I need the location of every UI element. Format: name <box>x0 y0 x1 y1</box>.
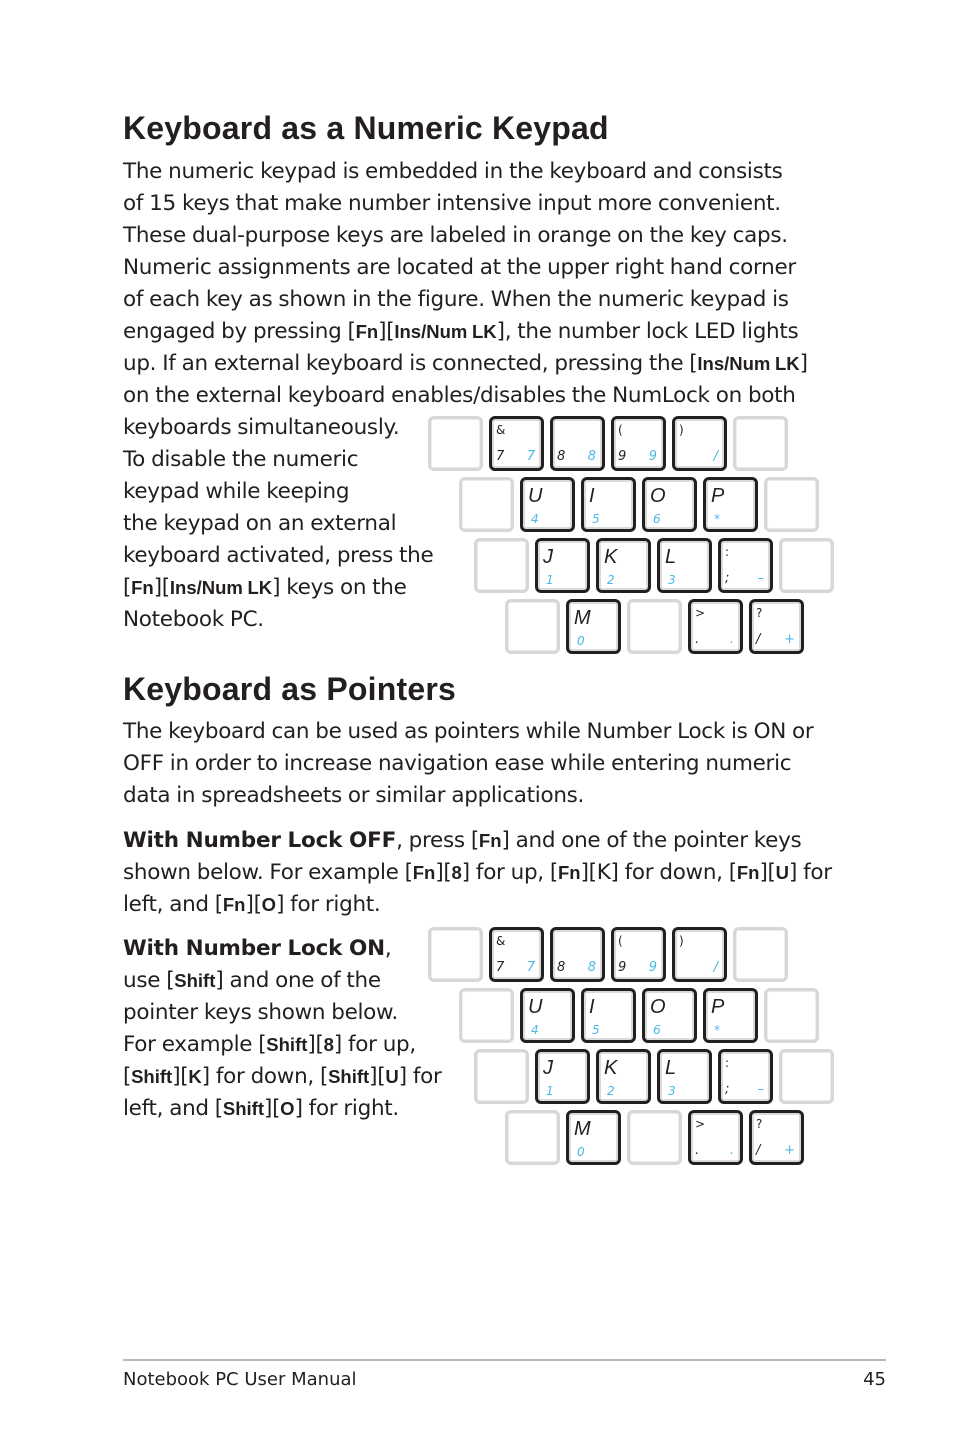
text-line <box>123 1061 442 1093</box>
key-numeric-label: 9 <box>648 449 657 464</box>
keypad-key <box>611 416 666 471</box>
keypad-key <box>749 1110 804 1165</box>
key-name: Shift <box>174 970 216 991</box>
text: ] for up, <box>333 1032 416 1057</box>
key-name: 8 <box>323 1034 334 1055</box>
keypad-key <box>657 1049 712 1104</box>
blank-key <box>505 1110 560 1165</box>
key-main-label: . <box>695 632 700 647</box>
text-line: on the external keyboard enables/disables the NumLock on both <box>123 383 796 408</box>
key-name: U <box>775 862 789 883</box>
keypad-key <box>688 599 743 654</box>
key-shift-label: ) <box>679 934 684 948</box>
key-name: Fn <box>557 862 581 883</box>
text: use [ <box>123 968 175 993</box>
text-line: keyboard activated, press the <box>123 543 434 568</box>
text-line: The keyboard can be used as pointers while Number Lock is ON or <box>123 719 814 744</box>
key-main-label: L <box>665 546 677 568</box>
key-main-label: 9 <box>618 960 627 975</box>
key-main-label: . <box>695 1143 700 1158</box>
page-number: 45 <box>863 1369 886 1390</box>
keypad-key <box>672 416 727 471</box>
key-name: Fn <box>355 321 379 342</box>
heading-numeric-keypad: Keyboard as a Numeric Keypad <box>123 110 609 146</box>
key-shift-label: : <box>725 545 730 559</box>
key-name: Ins/Num LK <box>169 577 273 598</box>
subheading: With Number Lock OFF <box>123 828 397 853</box>
key-numeric-label: 8 <box>587 960 596 975</box>
text: shown below. For example [ <box>123 860 413 885</box>
text-line: The numeric keypad is embedded in the keyboard and consists <box>123 159 783 184</box>
keypad-key <box>703 477 758 532</box>
text: up. If an external keyboard is connected, pressing the [ <box>123 351 698 376</box>
key-main-label: P <box>711 485 725 507</box>
text: ] keys on the <box>272 575 407 600</box>
text: [ <box>123 1064 132 1089</box>
keypad-key <box>520 988 575 1043</box>
key-shift-label: : <box>725 1056 730 1070</box>
key-numeric-label: 3 <box>668 1084 676 1098</box>
text: ][ <box>378 319 395 344</box>
text-line <box>123 1093 442 1125</box>
blank-key <box>474 1049 529 1104</box>
key-main-label: M <box>574 607 591 629</box>
key-main-label: / <box>756 632 761 647</box>
blank-key <box>627 1110 682 1165</box>
key-numeric-label: 4 <box>531 1023 539 1037</box>
footer-title: Notebook PC User Manual <box>123 1369 357 1390</box>
subheading: With Number Lock ON <box>123 936 385 961</box>
key-shift-label: ? <box>756 606 763 620</box>
key-shift-label: > <box>695 606 706 620</box>
text: left, and [ <box>123 892 223 917</box>
keypad-key <box>718 1049 773 1104</box>
key-numeric-label: 2 <box>607 573 615 587</box>
keypad-key <box>581 477 636 532</box>
blank-key <box>779 1049 834 1104</box>
key-main-label: I <box>589 996 595 1018</box>
key-main-label: / <box>756 1143 761 1158</box>
key-shift-label: > <box>695 1117 706 1131</box>
key-numeric-label: 0 <box>577 1145 585 1159</box>
key-numeric-label: + <box>784 1143 795 1158</box>
text: ] for down, [ <box>201 1064 329 1089</box>
text: left, and [ <box>123 1096 223 1121</box>
key-numeric-label: 1 <box>546 573 554 587</box>
key-numeric-label: / <box>713 449 718 464</box>
text-line: data in spreadsheets or similar applications. <box>123 783 585 808</box>
text: ] and one of the pointer keys <box>501 828 802 853</box>
keypad-key <box>535 1049 590 1104</box>
key-numeric-label: 5 <box>592 1023 600 1037</box>
key-name: Shift <box>222 1098 264 1119</box>
text-line: These dual-purpose keys are labeled in orange on the key caps. <box>123 223 788 248</box>
keypad-key <box>657 538 712 593</box>
text-line <box>123 889 832 921</box>
key-numeric-label: 9 <box>648 960 657 975</box>
key-numeric-label: * <box>714 512 720 526</box>
key-name: Shift <box>328 1066 370 1087</box>
blank-key <box>733 416 788 471</box>
key-numeric-label: 7 <box>526 449 535 464</box>
text: ][ <box>153 575 170 600</box>
blank-key <box>474 538 529 593</box>
blank-key <box>779 538 834 593</box>
blank-key <box>764 988 819 1043</box>
keypad-key <box>535 538 590 593</box>
heading-pointers: Keyboard as Pointers <box>123 671 456 707</box>
key-name: O <box>280 1098 295 1119</box>
text: ] <box>799 351 808 376</box>
key-main-label: ; <box>725 571 730 586</box>
text: , <box>384 936 392 961</box>
keypad-key <box>642 988 697 1043</box>
pointers-paragraph <box>123 716 813 812</box>
keypad-key <box>550 927 605 982</box>
key-numeric-label: 1 <box>546 1084 554 1098</box>
keypad-key <box>596 1049 651 1104</box>
text: ] for right. <box>294 1096 399 1121</box>
key-main-label: 9 <box>618 449 627 464</box>
key-main-label: J <box>543 546 553 568</box>
key-name: Ins/Num LK <box>394 321 497 342</box>
key-name: Ins/Num LK <box>697 353 800 374</box>
key-shift-label: ? <box>756 1117 763 1131</box>
key-name: 8 <box>451 862 462 883</box>
text-line <box>123 933 442 965</box>
key-numeric-label: 5 <box>592 512 600 526</box>
keypad-key <box>489 416 544 471</box>
key-name: Shift <box>131 1066 173 1087</box>
key-name: Fn <box>222 894 246 915</box>
key-numeric-label: 4 <box>531 512 539 526</box>
text: ] for up, [ <box>461 860 558 885</box>
blank-key <box>459 988 514 1043</box>
text-line <box>123 348 808 380</box>
number-lock-on-paragraph <box>123 933 442 1125</box>
key-main-label: O <box>650 485 666 507</box>
key-numeric-label: 3 <box>668 573 676 587</box>
key-numeric-label: – <box>757 1082 764 1097</box>
text-line: pointer keys shown below. <box>123 1000 398 1025</box>
key-numeric-label: 2 <box>607 1084 615 1098</box>
blank-key <box>764 477 819 532</box>
key-numeric-label: 8 <box>587 449 596 464</box>
keypad-key <box>672 927 727 982</box>
text: ] for <box>398 1064 442 1089</box>
text: ] and one of the <box>215 968 381 993</box>
text: engaged by pressing [ <box>123 319 356 344</box>
keypad-key <box>688 1110 743 1165</box>
text-line: keypad while keeping <box>123 479 350 504</box>
key-name: Fn <box>412 862 436 883</box>
text-line: Notebook PC. <box>123 607 264 632</box>
text: ][ <box>759 860 776 885</box>
key-main-label: M <box>574 1118 591 1140</box>
footer-divider <box>123 1359 886 1361</box>
key-main-label: I <box>589 485 595 507</box>
keypad-key <box>703 988 758 1043</box>
key-name: Fn <box>478 830 502 851</box>
text: , press [ <box>396 828 479 853</box>
key-name: Fn <box>131 577 154 598</box>
key-main-label: U <box>528 485 543 507</box>
text-line: keyboards simultaneously. <box>123 415 400 440</box>
text: ][ <box>245 892 262 917</box>
text: ][ <box>172 1064 189 1089</box>
text: ][ <box>263 1096 281 1121</box>
keypad-key <box>489 927 544 982</box>
blank-key <box>505 599 560 654</box>
text-line <box>123 825 832 857</box>
key-numeric-label: . <box>729 1143 734 1158</box>
key-numeric-label: 6 <box>653 1023 661 1037</box>
keypad-key <box>550 416 605 471</box>
keypad-key <box>520 477 575 532</box>
key-numeric-label: 6 <box>653 512 661 526</box>
key-numeric-label: * <box>714 1023 720 1037</box>
text: ] for right. <box>276 892 381 917</box>
text: ], the number lock LED lights <box>496 319 799 344</box>
text-line: To disable the numeric <box>123 447 359 472</box>
key-shift-label: & <box>496 423 506 437</box>
key-numeric-label: 7 <box>526 960 535 975</box>
key-main-label: J <box>543 1057 553 1079</box>
keypad-key <box>566 599 621 654</box>
text-line: OFF in order to increase navigation ease while entering numeric <box>123 751 792 776</box>
text-line <box>123 1029 442 1061</box>
key-numeric-label: . <box>729 632 734 647</box>
key-main-label: K <box>604 1057 618 1079</box>
key-main-label: K <box>604 546 618 568</box>
keypad-key <box>611 927 666 982</box>
keypad-key <box>596 538 651 593</box>
text: ] for <box>789 860 832 885</box>
text-line: of each key as shown in the figure. When the numeric keypad is <box>123 287 789 312</box>
key-numeric-label: + <box>784 632 795 647</box>
text-line: Numeric assignments are located at the upper right hand corner <box>123 255 796 280</box>
text: [ <box>123 575 132 600</box>
key-main-label: 8 <box>557 449 566 464</box>
text-line: of 15 keys that make number intensive input more convenient. <box>123 191 781 216</box>
key-numeric-label: / <box>713 960 718 975</box>
key-main-label: 7 <box>496 960 505 975</box>
key-main-label: 8 <box>557 960 566 975</box>
blank-key <box>733 927 788 982</box>
key-numeric-label: 0 <box>577 634 585 648</box>
text: ][ <box>435 860 452 885</box>
key-name: O <box>261 894 277 915</box>
key-shift-label: ) <box>679 423 684 437</box>
key-main-label: ; <box>725 1082 730 1097</box>
key-name: U <box>385 1066 399 1087</box>
text-line <box>123 965 442 997</box>
blank-key <box>428 416 483 471</box>
key-name: Fn <box>736 862 760 883</box>
text: ][ <box>369 1064 386 1089</box>
key-main-label: U <box>528 996 543 1018</box>
text-line <box>123 316 808 348</box>
blank-key <box>627 599 682 654</box>
keypad-key <box>718 538 773 593</box>
blank-key <box>428 927 483 982</box>
text: For example [ <box>123 1032 267 1057</box>
number-lock-off-paragraph <box>123 825 832 921</box>
text: ][ <box>307 1032 324 1057</box>
key-numeric-label: – <box>757 571 764 586</box>
key-shift-label: & <box>496 934 506 948</box>
key-main-label: O <box>650 996 666 1018</box>
key-main-label: 7 <box>496 449 505 464</box>
key-shift-label: ( <box>618 423 623 437</box>
key-shift-label: ( <box>618 934 623 948</box>
key-name: K <box>188 1066 202 1087</box>
key-main-label: L <box>665 1057 677 1079</box>
key-main-label: P <box>711 996 725 1018</box>
keypad-key <box>581 988 636 1043</box>
blank-key <box>459 477 514 532</box>
keypad-key <box>642 477 697 532</box>
text-line <box>123 857 832 889</box>
text-line: the keypad on an external <box>123 511 397 536</box>
keypad-key <box>566 1110 621 1165</box>
text: ][K] for down, [ <box>580 860 737 885</box>
key-name: Shift <box>266 1034 308 1055</box>
keypad-key <box>749 599 804 654</box>
